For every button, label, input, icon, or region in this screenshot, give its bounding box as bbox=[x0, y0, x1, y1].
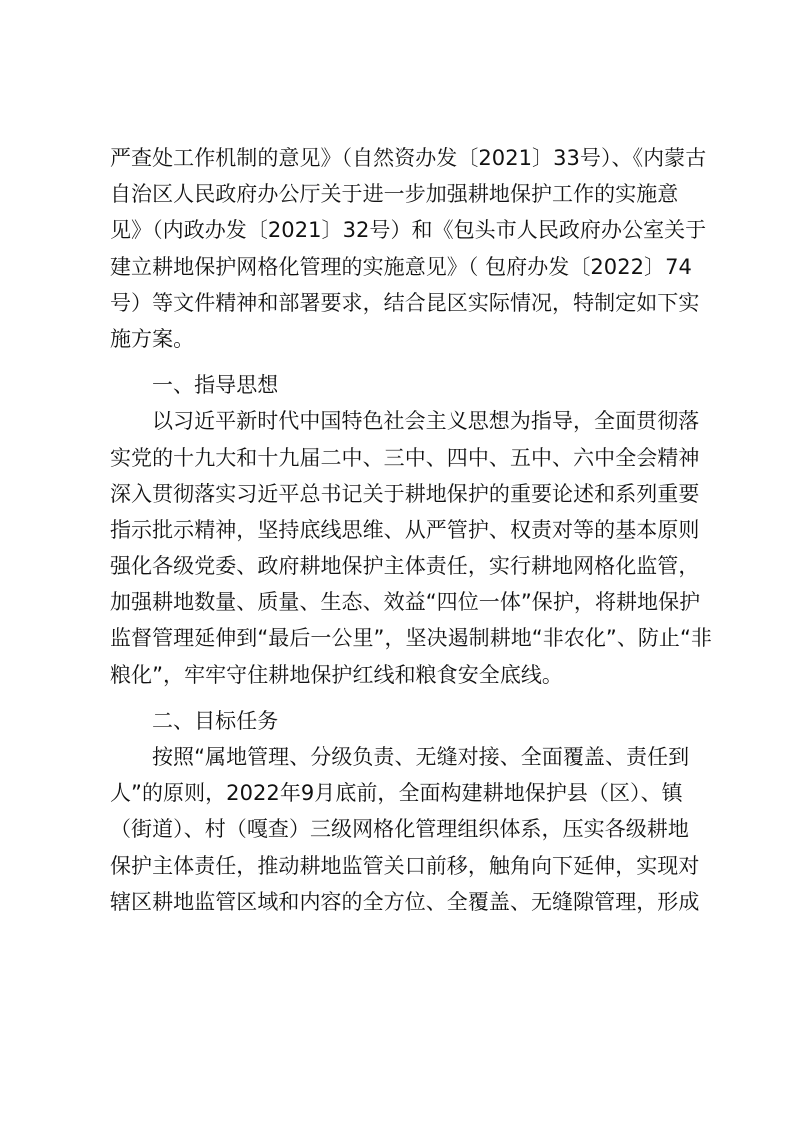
section-heading-goals: 二、目标任务 bbox=[152, 708, 279, 733]
paragraph-line: 建立耕地保护网格化管理的实施意见》（ 包府办发〔2022〕74 bbox=[110, 254, 692, 279]
paragraph-line: 严查处工作机制的意见》（自然资办发〔2021〕33号）、《内蒙古 bbox=[110, 146, 707, 170]
paragraph-line: 辖区耕地监管区域和内容的全方位、全覆盖、无缝隙管理，形成 bbox=[110, 889, 700, 914]
paragraph-line: 保护主体责任，推动耕地监管关口前移，触角向下延伸，实现对 bbox=[110, 853, 700, 878]
paragraph-line: 按照“属地管理、分级负责、无缝对接、全面覆盖、责任到 bbox=[152, 745, 690, 769]
paragraph-line: （街道）、村（嘎查）三级网格化管理组织体系，压实各级耕地 bbox=[110, 817, 689, 842]
paragraph-line: 以习近平新时代中国特色社会主义思想为指导，全面贯彻落 bbox=[152, 409, 700, 434]
section2-paragraph bbox=[110, 739, 710, 920]
paragraph-line: 加强耕地数量、质量、生态、效益“四位一体”保护，将耕地保护 bbox=[110, 590, 701, 615]
paragraph-line: 见》（内政办发〔2021〕32号）和《包头市人民政府办公室关于 bbox=[110, 218, 707, 243]
paragraph-line: 自治区人民政府办公厅关于进一步加强耕地保护工作的实施意 bbox=[110, 182, 679, 207]
paragraph-line: 强化各级党委、政府耕地保护主体责任，实行耕地网格化监管， bbox=[110, 554, 700, 579]
paragraph-line: 号）等文件精神和部署要求，结合昆区实际情况，特制定如下实 bbox=[110, 290, 700, 315]
section-heading-guiding-thought: 一、指导思想 bbox=[152, 373, 279, 398]
paragraph-line: 实党的十九大和十九届二中、三中、四中、五中、六中全会精神 bbox=[110, 445, 700, 470]
paragraph-line: 人”的原则，2022年9月底前，全面构建耕地保护县（区）、镇 bbox=[110, 781, 683, 806]
paragraph-line: 深入贯彻落实习近平总书记关于耕地保护的重要论述和系列重要 bbox=[110, 481, 700, 506]
paragraph-line: 粮化”，牢牢守住耕地保护红线和粮食安全底线。 bbox=[110, 662, 563, 687]
paragraph-line: 施方案。 bbox=[110, 326, 195, 351]
paragraph-line: 监督管理延伸到“最后一公里”，坚决遏制耕地“非农化”、防止“非 bbox=[110, 626, 712, 651]
section1-paragraph bbox=[110, 403, 710, 693]
intro-paragraph bbox=[110, 140, 710, 357]
paragraph-line: 指示批示精神，坚持底线思维、从严管护、权责对等的基本原则 bbox=[110, 517, 700, 542]
document-body bbox=[110, 140, 710, 920]
